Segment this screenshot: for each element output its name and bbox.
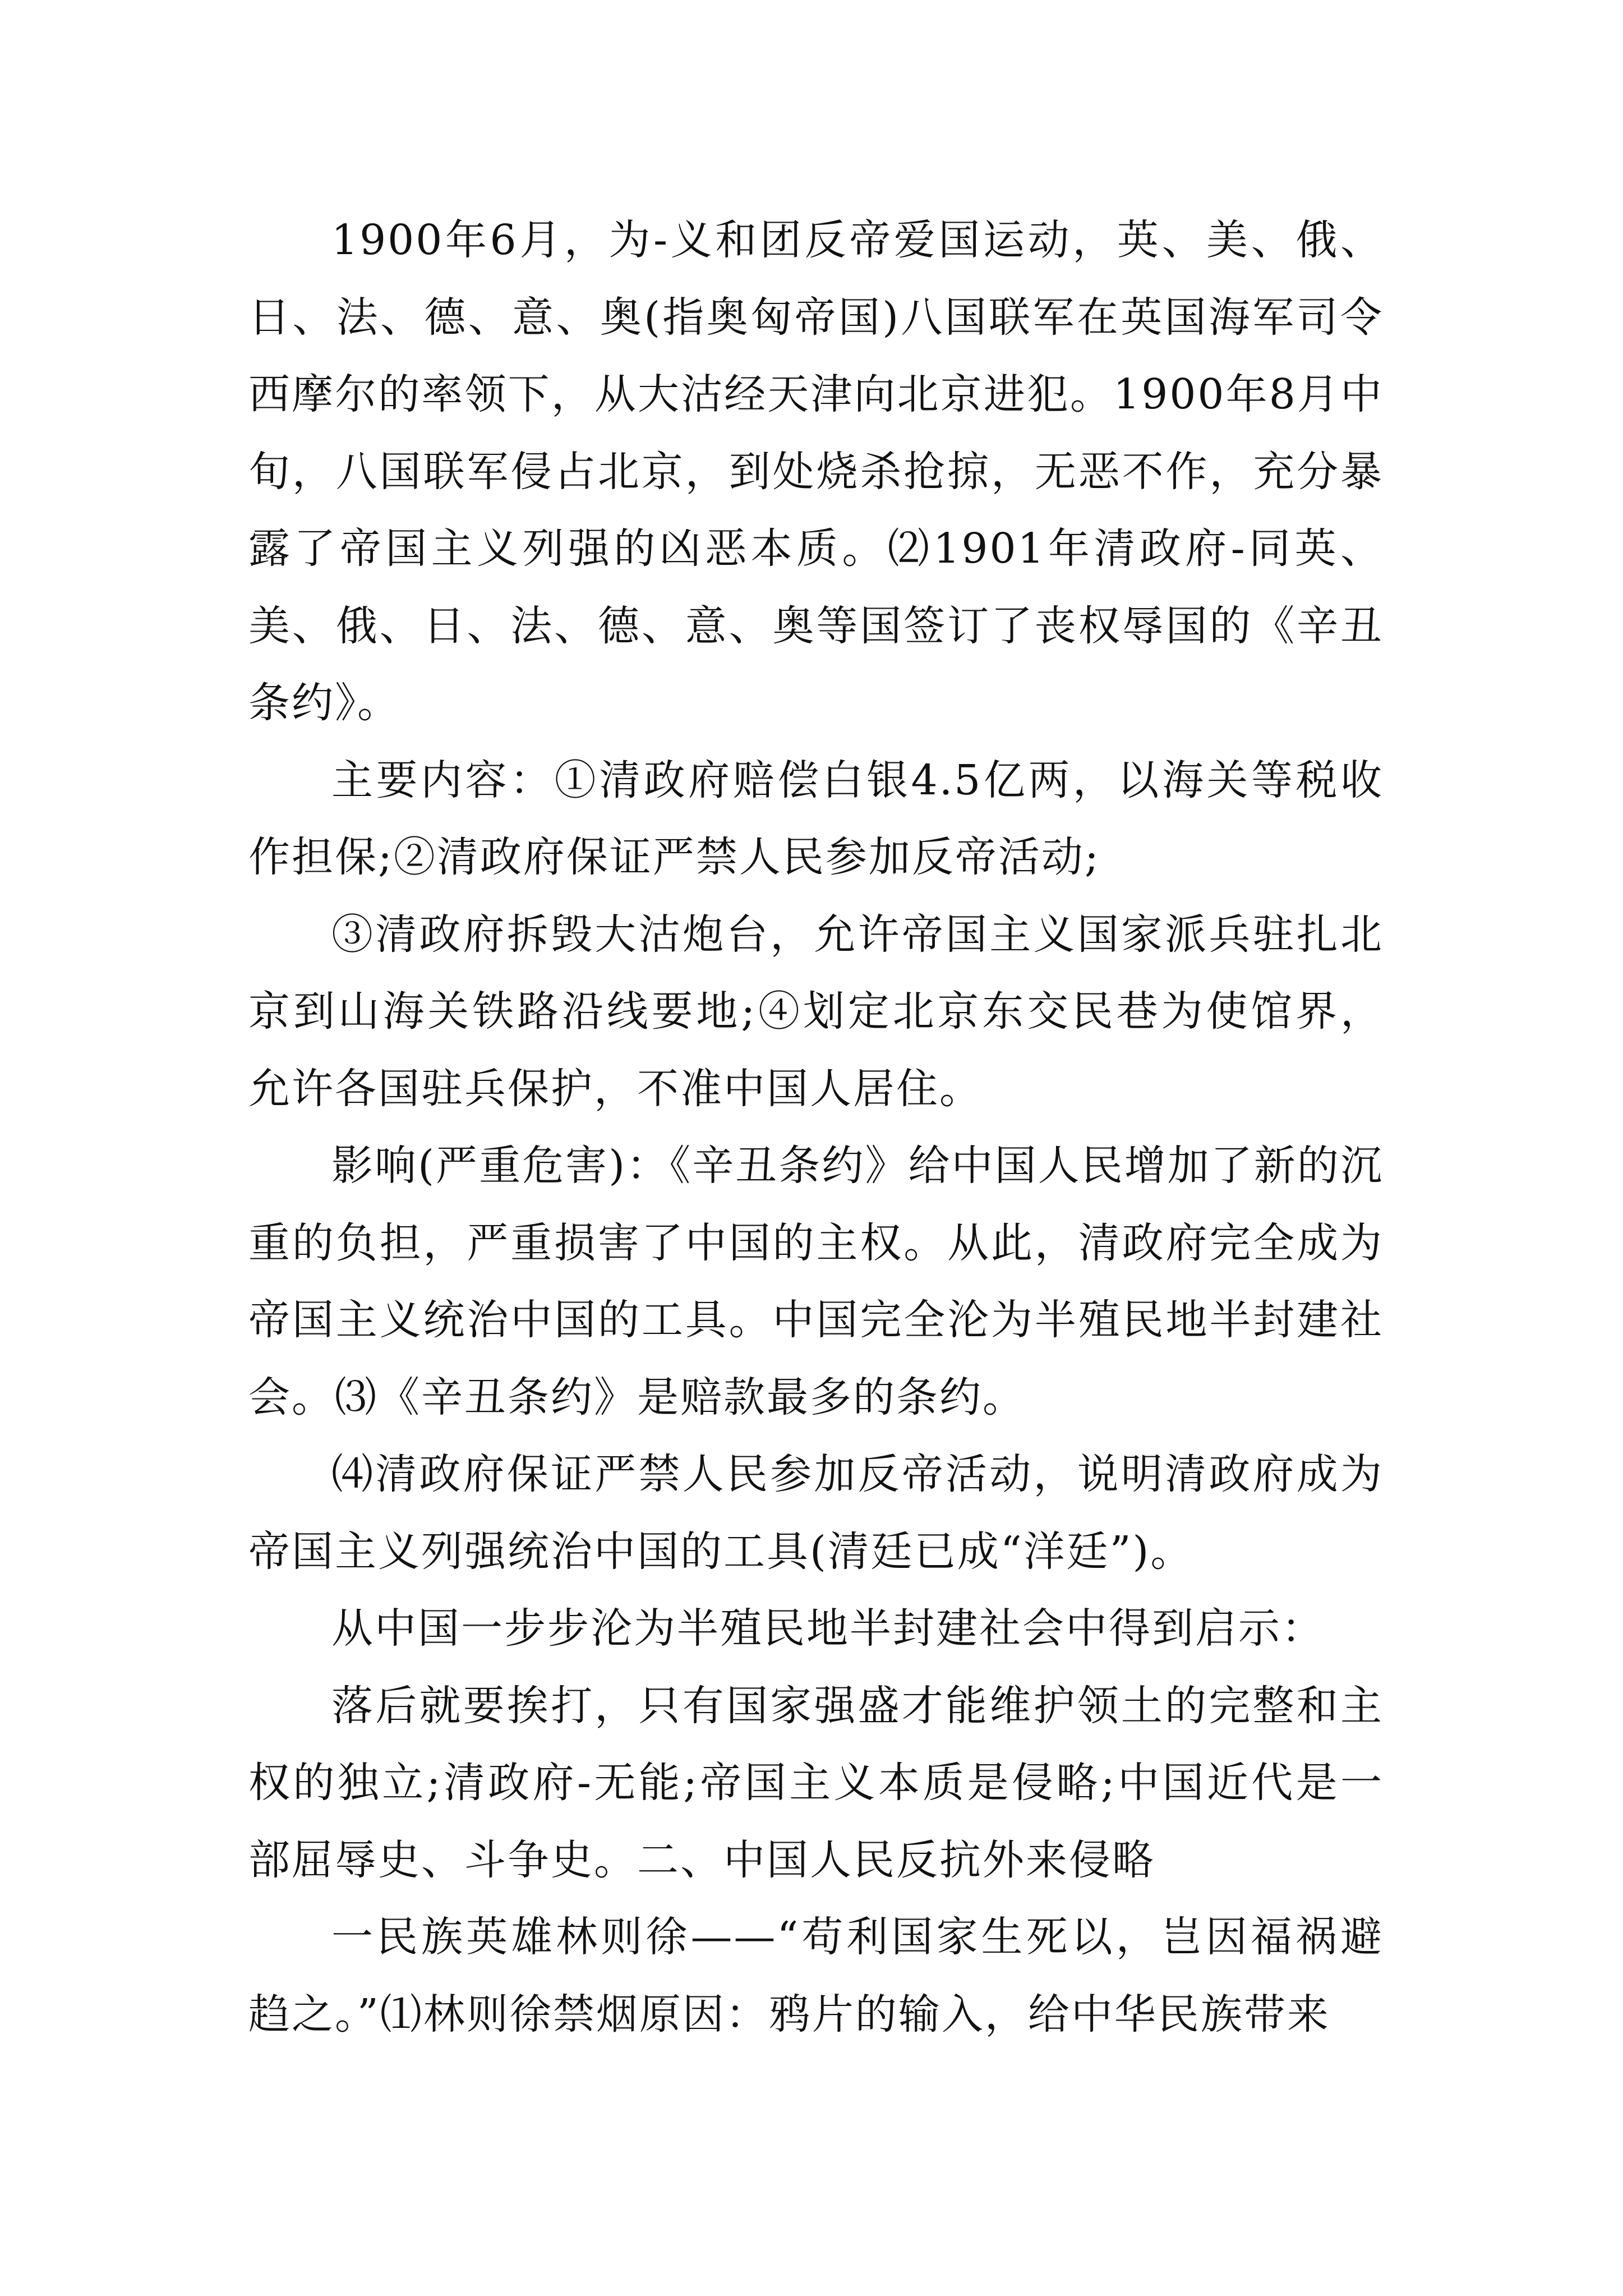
document-body — [248, 202, 1384, 2053]
paragraph-lesson-heading: 从中国一步步沦为半殖民地半封建社会中得到启示： — [331, 1604, 1325, 1653]
paragraph-qing-tool: ⑷清政府保证严禁人民参加反帝活动，说明清政府成为帝国主义列强统治中国的工具(清廷已成“洋廷”)。 — [248, 1450, 1384, 1576]
paragraph-boxer-eight-nation-alliance: 1900年6月，为-义和团反帝爱国运动，英、美、俄、日、法、德、意、奥(指奥匈帝国)八国联军在英国海军司令西摩尔的率领下，从大沽经天津向北京进犯。1900年8月中旬，八国联军侵占北京，到处烧杀抢掠，无恶不作，充分暴露了帝国主义列强的凶恶本质。⑵1901年清政府-同英、美、俄、日、法、德、意、奥等国签订了丧权辱国的《辛丑条约》。 — [248, 216, 1384, 727]
paragraph-lin-zexu: 一民族英雄林则徐——“苟利国家生死以，岂因福祸避趋之。”⑴林则徐禁烟原因：鸦片的输入，给中华民族带来 — [248, 1913, 1384, 2039]
paragraph-dagu-forts-legation: ③清政府拆毁大沽炮台，允许帝国主义国家派兵驻扎北京到山海关铁路沿线要地;④划定北京东交民巷为使馆界，允许各国驻兵保护，不准中国人居住。 — [248, 910, 1384, 1113]
paragraph-lesson-content: 落后就要挨打，只有国家强盛才能维护领土的完整和主权的独立;清政府-无能;帝国主义本质是侵略;中国近代是一部屈辱史、斗争史。二、中国人民反抗外来侵略 — [248, 1681, 1384, 1884]
paragraph-impact: 影响(严重危害)：《辛丑条约》给中国人民增加了新的沉重的负担，严重损害了中国的主权。从此，清政府完全成为帝国主义统治中国的工具。中国完全沦为半殖民地半封建社会。⑶《辛丑条约》是赔款最多的条约。 — [248, 1142, 1384, 1421]
paragraph-main-content: 主要内容：①清政府赔偿白银4.5亿两，以海关等税收作担保;②清政府保证严禁人民参加反帝活动; — [248, 756, 1384, 881]
